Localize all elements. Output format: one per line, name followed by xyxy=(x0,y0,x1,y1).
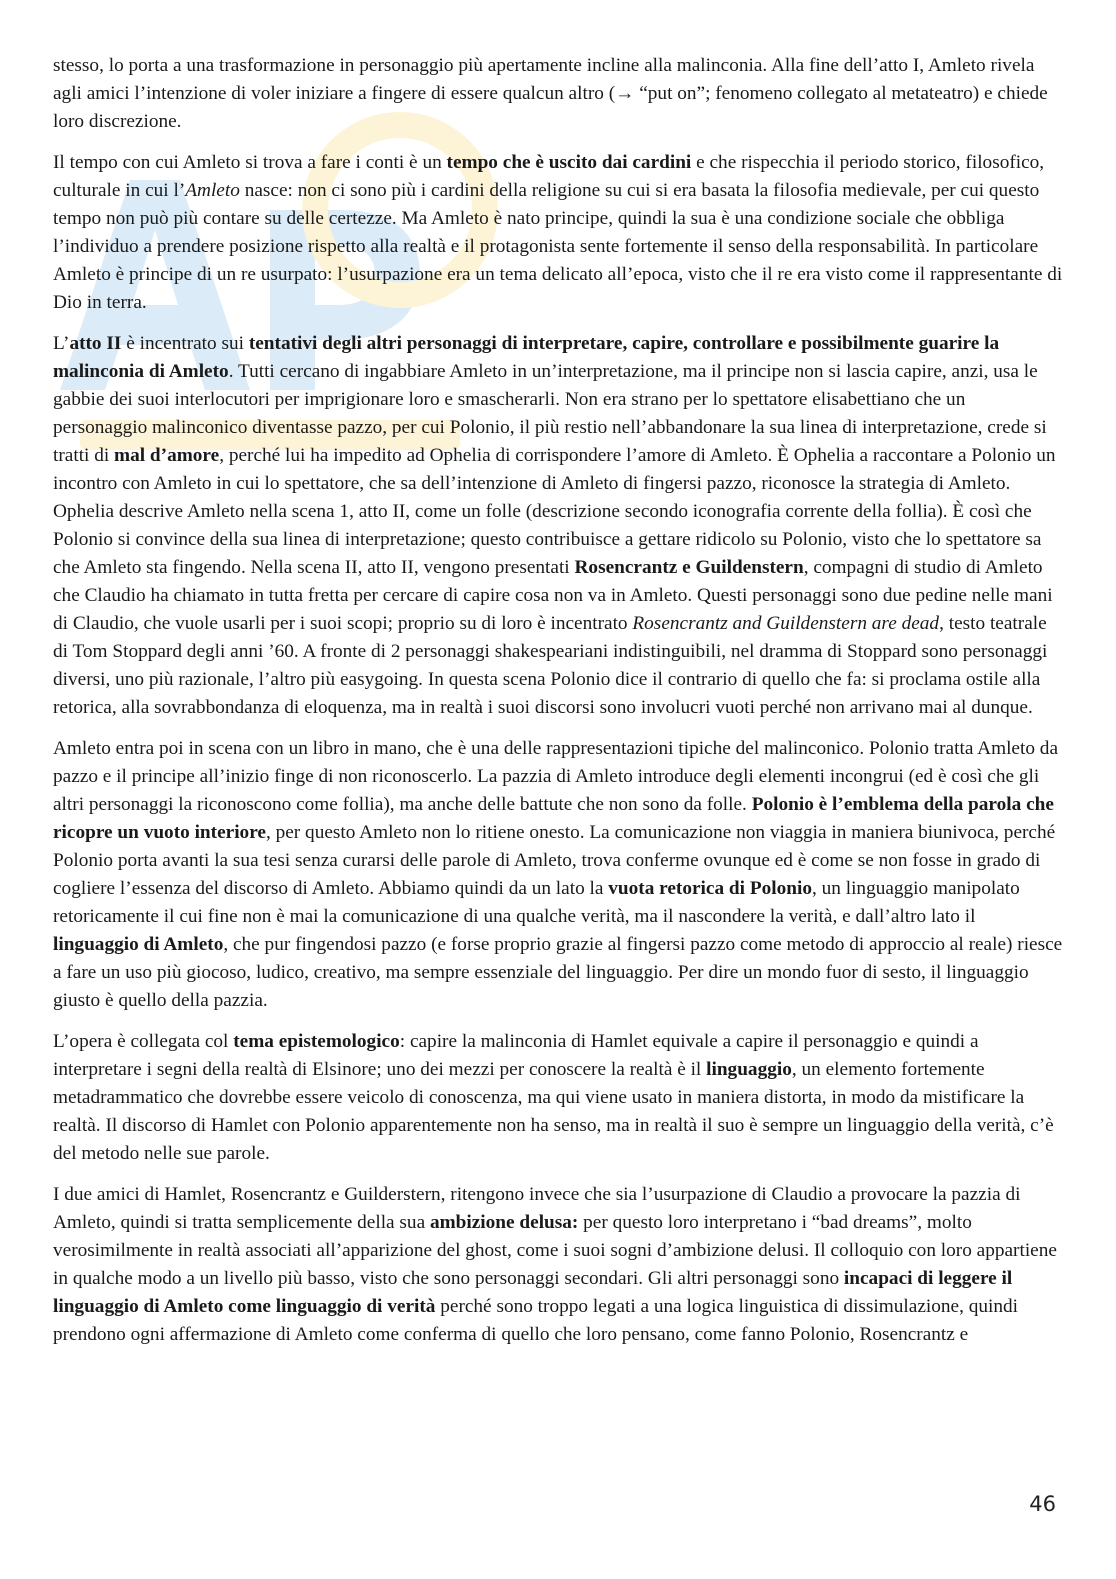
bold-text: ambizione delusa: xyxy=(429,1212,579,1233)
italic-text: Amleto xyxy=(185,180,240,201)
paragraph-5 xyxy=(53,1028,1063,1168)
text-run: è incentrato sui xyxy=(121,333,249,354)
text-run: , perché lui ha impedito ad Ophelia di corrispondere l’amore di Amleto. È Ophelia a raccontare a Polonio un incontro con Amleto in cui lo spettatore, che sa dell’intenzione di Amleto di fingersi pazzo, riconosce la strategia di Amleto. Ophelia descrive Amleto nella scena 1, atto II, come un folle (descrizione secondo iconografia corrente della follia). È così che Polonio si convince della sua linea di interpretazione; questo contribuisce a gettare ridicolo su Polonio, visto che lo spettatore sa che Amleto sta fingendo. Nella scena II, atto II, vengono presentati xyxy=(53,445,1056,578)
text-run: , un elemento fortemente metadrammatico che dovrebbe essere veicolo di conoscenza, ma qui viene usato in maniera distorta, in modo da mistificare la realtà. Il discorso di Hamlet con Polonio apparentemente non ha senso, ma in realtà il suo è sempre un linguaggio della verità, c’è del metodo nelle sue parole. xyxy=(53,1059,1054,1164)
page-number: 46 xyxy=(1029,1492,1056,1516)
text-run: L’opera è collegata col xyxy=(53,1031,234,1052)
bold-text: incapaci di leggere il linguaggio di Amleto come linguaggio di verità xyxy=(53,1268,1013,1317)
text-run: Amleto entra poi in scena con un libro in mano, che è una delle rappresentazioni tipiche del malinconico. Polonio tratta Amleto da pazzo e il principe all’inizio finge di non riconoscerlo. La pazzia di Amleto introduce degli elementi incongrui (ed è così che gli altri personaggi la riconoscono come follia), ma anche delle battute che non sono da folle. xyxy=(53,738,1058,815)
bold-text: Rosencrantz e Guildenstern xyxy=(574,557,804,578)
text-run: nasce: non ci sono più i cardini della religione su cui si era basata la filosofia medievale, per cui questo tempo non può più contare su delle certezze. Ma Amleto è nato principe, quindi la sua è una condizione sociale che obbliga l’individuo a prendere posizione rispetto alla realtà e il protagonista sente fortemente il senso della responsabilità. In particolare Amleto è principe di un re usurpato: l’usurpazione era un tema delicato all’epoca, visto che il re era visto come il rappresentante di Dio in terra. xyxy=(53,180,1063,313)
paragraph-1 xyxy=(53,52,1063,136)
bold-text: Polonio è l’emblema della parola che ricopre un vuoto interiore xyxy=(53,794,1054,843)
text-run: Il tempo con cui Amleto si trova a fare i conti è un xyxy=(53,152,447,173)
text-run: e che rispecchia il periodo storico, filosofico, culturale in cui l’ xyxy=(53,152,1045,201)
document-page xyxy=(53,52,1063,1362)
bold-text: tempo che è uscito dai cardini xyxy=(446,152,692,173)
text-run: , per questo Amleto non lo ritiene onesto. La comunicazione non viaggia in maniera biunivoca, perché Polonio porta avanti la sua tesi senza curarsi delle parole di Amleto, trova conferme ovunque ed è come se non fosse in grado di cogliere l’essenza del discorso di Amleto. Abbiamo quindi da un lato la xyxy=(53,822,1056,899)
text-run: , compagni di studio di Amleto che Claudio ha chiamato in tutta fretta per cercare di capire cosa non va in Amleto. Questi personaggi sono due pedine nelle mani di Claudio, che vuole usarli per i suoi scopi; proprio su di loro è incentrato xyxy=(53,557,1053,634)
paragraph-2 xyxy=(53,149,1063,317)
bold-text: vuota retorica di Polonio xyxy=(608,878,812,899)
bold-text: linguaggio xyxy=(706,1059,792,1080)
text-run: , un linguaggio manipolato retoricamente il cui fine non è mai la comunicazione di una qualche verità, ma il nascondere la verità, e dall’altro lato il xyxy=(53,878,1020,927)
text-run: , testo teatrale di Tom Stoppard degli anni ’60. A fronte di 2 personaggi shakespeariani indistinguibili, nel dramma di Stoppard sono personaggi diversi, uno più razionale, l’altro più easygoing. In questa scena Polonio dice il contrario di quello che fa: si proclama ostile alla retorica, alla sovrabbondanza di eloquenza, ma in realtà i suoi discorsi sono involucri vuoti perché non arrivano mai al dunque. xyxy=(53,613,1048,718)
text-run: L’ xyxy=(53,333,70,354)
italic-text: Rosencrantz and Guildenstern are dead xyxy=(632,613,940,634)
text-run: . Tutti cercano di ingabbiare Amleto in un’interpretazione, ma il principe non si lascia capire, anzi, usa le gabbie dei suoi interlocutori per imprigionare loro e smascherarli. Non era strano per lo spettatore elisabettiano che un personaggio malinconico diventasse pazzo, per cui Polonio, il più restio nell’abbandonare la sua linea di interpretazione, crede si tratti di xyxy=(53,361,1047,466)
bold-text: tentativi degli altri personaggi di interpretare, capire, controllare e possibilmente guarire la malinconia di Amleto xyxy=(53,333,1000,382)
text-run: , che pur fingendosi pazzo (e forse proprio grazie al fingersi pazzo come metodo di approccio al reale) riesce a fare un uso più giocoso, ludico, creativo, ma sempre essenziale del linguaggio. Per dire un mondo fuor di sesto, il linguaggio giusto è quello della pazzia. xyxy=(53,934,1063,1011)
text-run: : capire la malinconia di Hamlet equivale a capire il personaggio e quindi a interpretare i segni della realtà di Elsinore; uno dei mezzi per conoscere la realtà è il xyxy=(53,1031,979,1080)
paragraph-6 xyxy=(53,1181,1063,1349)
bold-text: atto II xyxy=(69,333,122,354)
text-run: per questo loro interpretano i “bad dreams”, molto verosimilmente in realtà associati all’apparizione del ghost, come i suoi sogni d’ambizione delusi. Il colloquio con loro appartiene in qualche modo a un livello più basso, visto che sono personaggi secondari. Gli altri personaggi sono xyxy=(53,1212,1057,1289)
text-run: I due amici di Hamlet, Rosencrantz e Guilderstern, ritengono invece che sia l’usurpazione di Claudio a provocare la pazzia di Amleto, quindi si tratta semplicemente della sua xyxy=(53,1184,1021,1233)
paragraph-3 xyxy=(53,330,1063,722)
text-run: stesso, lo porta a una trasformazione in personaggio più apertamente incline alla malinconia. Alla fine dell’atto I, Amleto rivela agli amici l’intenzione di voler iniziare a fingere di essere qualcun altro (→ “put on”; fenomeno collegato al metateatro) e chiede loro discrezione. xyxy=(53,55,1048,132)
bold-text: linguaggio di Amleto xyxy=(53,934,224,955)
bold-text: tema epistemologico xyxy=(233,1031,400,1052)
bold-text: mal d’amore xyxy=(114,445,220,466)
text-run: perché sono troppo legati a una logica linguistica di dissimulazione, quindi prendono ogni affermazione di Amleto come conferma di quello che loro pensano, come fanno Polonio, Rosencrantz e xyxy=(53,1296,1019,1345)
paragraph-4 xyxy=(53,735,1063,1015)
